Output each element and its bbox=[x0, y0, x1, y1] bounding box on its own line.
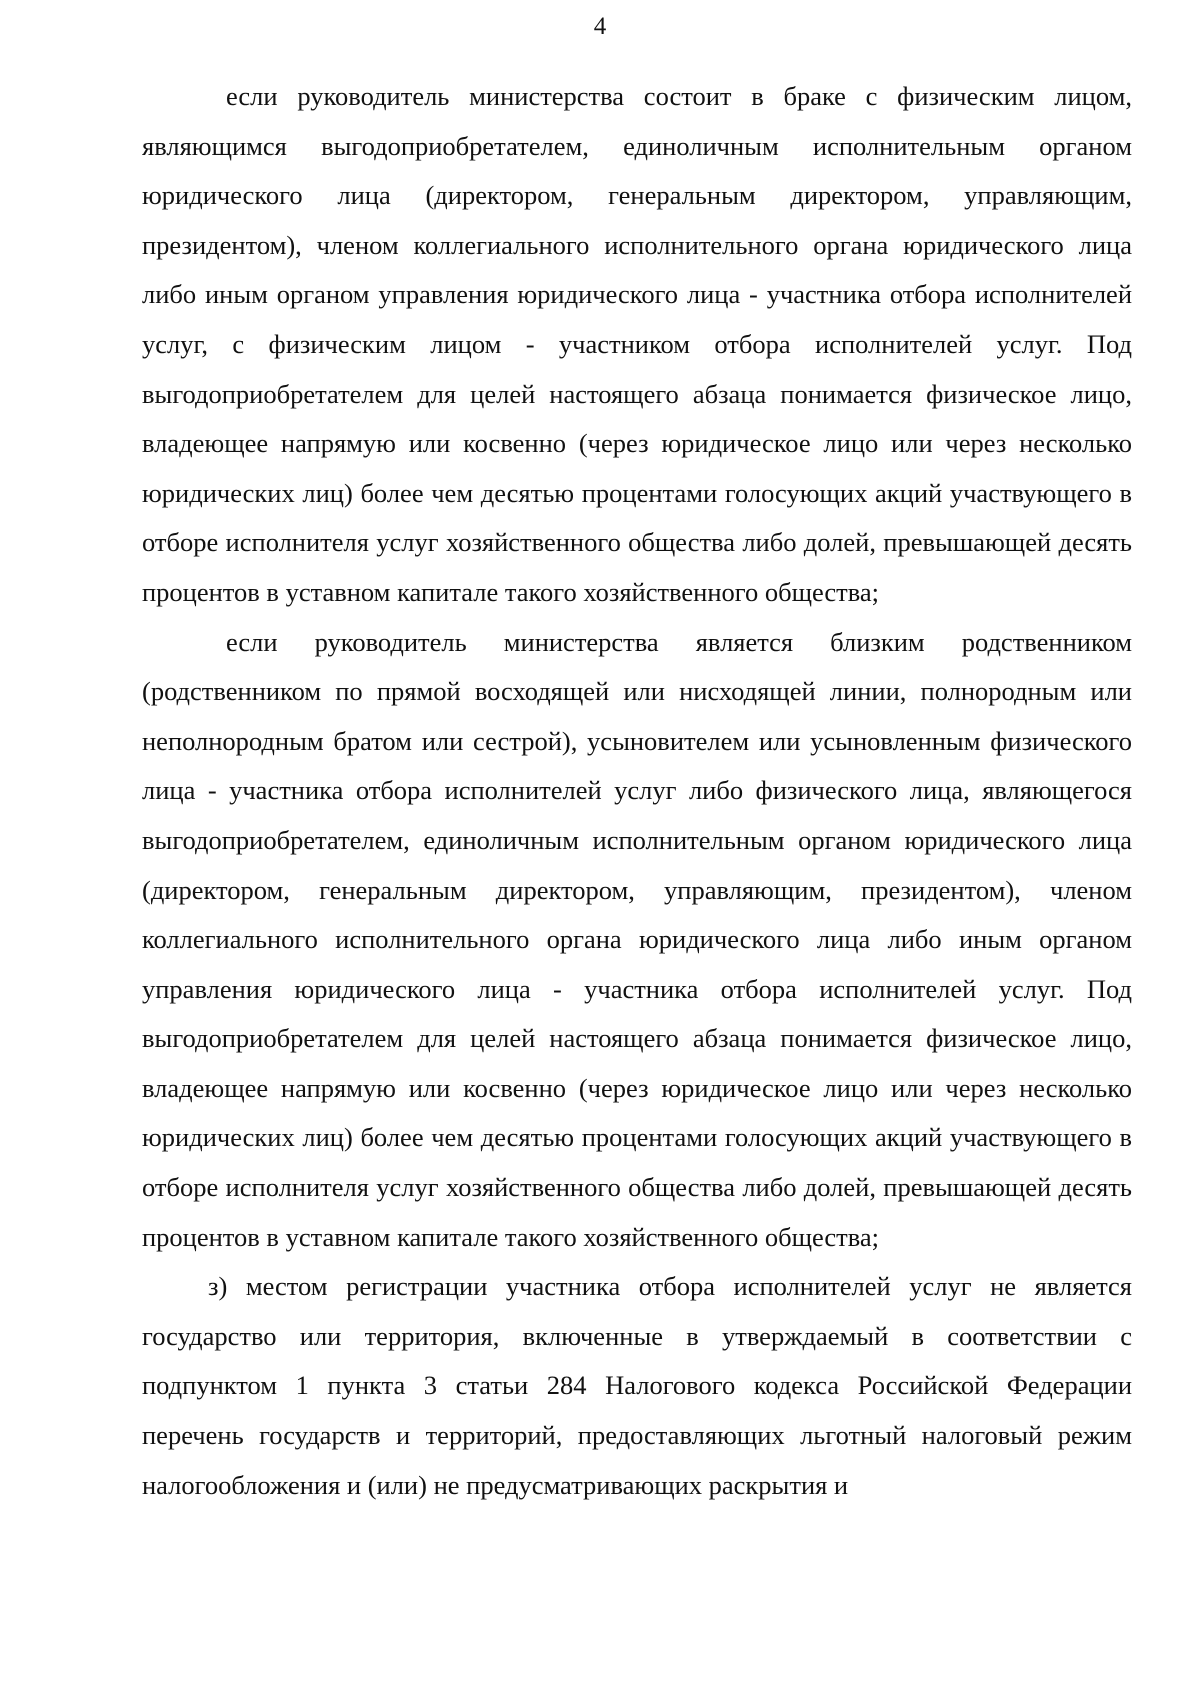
document-body bbox=[142, 72, 1132, 1510]
paragraph-relative-clause: если руководитель министерства является близким родственником (родственником по прямой восходящей или нисходящей линии, полнородным или неполнородным братом или сестрой), усыновителем или усыновленным физического лица - участника отбора исполнителей услуг либо физического лица, являющегося выгодоприобретателем, единоличным исполнительным органом юридического лица (директором, генеральным директором, управляющим, президентом), членом коллегиального исполнительного органа юридического лица либо иным органом управления юридического лица - участника отбора исполнителей услуг. Под выгодоприобретателем для целей настоящего абзаца понимается физическое лицо, владеющее напрямую или косвенно (через юридическое лицо или через несколько юридических лиц) более чем десятью процентами голосующих акций участвующего в отборе исполнителя услуг хозяйственного общества либо долей, превышающей десять процентов в уставном капитале такого хозяйственного общества; bbox=[142, 626, 1132, 1252]
paragraph-spouse-clause: если руководитель министерства состоит в браке с физическим лицом, являющимся выгодоприобретателем, единоличным исполнительным органом юридического лица (директором, генеральным директором, управляющим, президентом), членом коллегиального исполнительного органа юридического лица либо иным органом управления юридического лица - участника отбора исполнителей услуг, с физическим лицом - участником отбора исполнителей услуг. Под выгодоприобретателем для целей настоящего абзаца понимается физическое лицо, владеющее напрямую или косвенно (через юридическое лицо или через несколько юридических лиц) более чем десятью процентами голосующих акций участвующего в отборе исполнителя услуг хозяйственного общества либо долей, превышающей десять процентов в уставном капитале такого хозяйственного общества; bbox=[142, 81, 1132, 607]
page-number: 4 bbox=[593, 13, 607, 40]
paragraph-registration-clause: з) местом регистрации участника отбора исполнителей услуг не является государство или территория, включенные в утверждаемый в соответствии с подпунктом 1 пункта 3 статьи 284 Налогового кодекса Российской Федерации перечень государств и территорий, предоставляющих льготный налоговый режим налогообложения и (или) не предусматривающих раскрытия и bbox=[142, 1271, 1132, 1500]
